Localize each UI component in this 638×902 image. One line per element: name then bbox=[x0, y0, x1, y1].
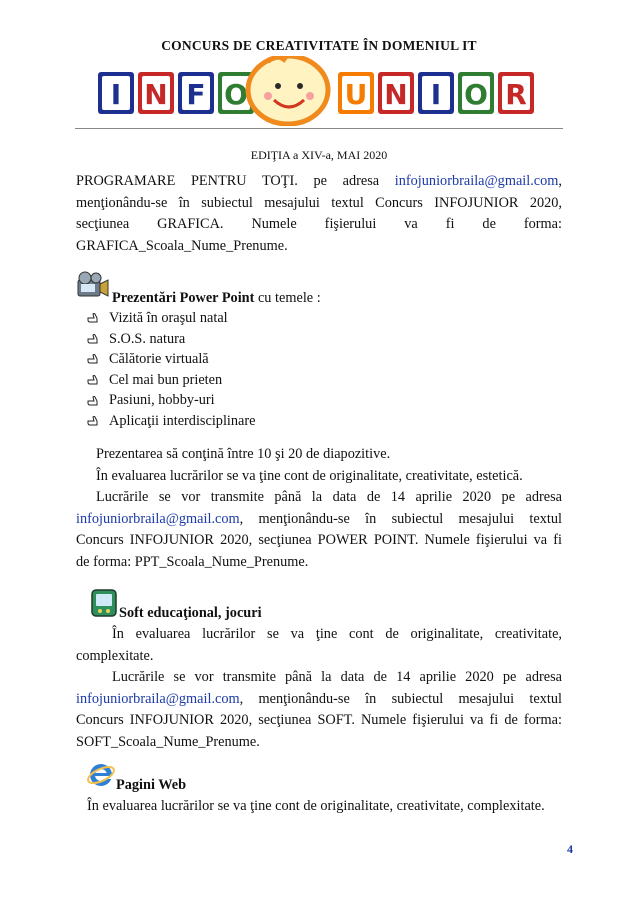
ppt-paragraphs: Prezentarea să conţină între 10 şi 20 de diapozitive. În evaluarea lucrărilor se va ţine cont de originalitate, creativitate, estetică. Lucrările se vor transmite până la data de 14 aprilie 2020 pe adresa infojuniorbraila@gmail.com, menţionându-se în subiectul mesajului textul Concurs INFOJUNIOR 2020, secţiunea POWER POINT. Numele fişierului va fi de forma: PPT_Scoala_Nume_Prenume. bbox=[76, 446, 562, 570]
list-item: Pasiuni, hobby-uri bbox=[86, 390, 256, 411]
email-link[interactable]: infojuniorbraila@gmail.com bbox=[76, 510, 240, 527]
logo-letter: F bbox=[186, 78, 206, 111]
pointing-hand-icon bbox=[86, 311, 100, 325]
list-item: Aplicaţii interdisciplinare bbox=[86, 411, 256, 432]
soft-section-title: Soft educaţional, jocuri bbox=[119, 605, 262, 621]
list-item: Călătorie virtuală bbox=[86, 349, 256, 370]
film-projector-icon bbox=[76, 270, 110, 302]
email-link[interactable]: infojuniorbraila@gmail.com bbox=[394, 173, 559, 189]
soft-paragraphs: În evaluarea lucrărilor se va ţine cont de originalitate, creativitate, complexitate. Lucrările se vor transmite până la data de 14 aprilie 2020 pe adresa infojuniorbraila@gmail.com, menţionându-se în subiectul mesajului textul Concurs INFOJUNIOR 2020, secţiunea SOFT. Numele fişierului va fi de forma: SOFT_Scoala_Nume_Prenume. bbox=[76, 626, 562, 750]
web-paragraph: În evaluarea lucrărilor se va ţine cont de originalitate, creativitate, complexitate. bbox=[87, 798, 545, 814]
pointing-hand-icon bbox=[86, 414, 100, 428]
logo-letter: I bbox=[430, 78, 442, 111]
intro-paragraph: PROGRAMARE PENTRU TOŢI. pe adresa infojuniorbraila@gmail.com, menţionându-se în subiectul mesajului textul Concurs INFOJUNIOR 2020, secţiunea GRAFICA. Numele fişierului va fi de forma: GRAFICA_Scoala_Nume_Prenume. bbox=[76, 173, 562, 254]
smiley-face-icon bbox=[248, 56, 328, 124]
contest-title: CONCURS DE CREATIVITATE ÎN DOMENIUL IT bbox=[161, 38, 477, 53]
list-item: Vizită în oraşul natal bbox=[86, 308, 256, 329]
handheld-device-icon bbox=[90, 588, 118, 618]
list-item: Cel mai bun prieten bbox=[86, 370, 256, 391]
pointing-hand-icon bbox=[86, 373, 100, 387]
logo-letter: N bbox=[144, 78, 168, 111]
email-link[interactable]: infojuniorbraila@gmail.com bbox=[76, 690, 240, 707]
logo-letter: N bbox=[384, 78, 408, 111]
infojunior-logo bbox=[92, 56, 548, 126]
edition-label: EDIŢIA a XIV-a, MAI 2020 bbox=[250, 148, 388, 162]
web-section-title: Pagini Web bbox=[116, 777, 187, 793]
ppt-topics-list bbox=[86, 308, 256, 432]
page-number: 4 bbox=[567, 842, 573, 856]
pointing-hand-icon bbox=[86, 352, 100, 366]
internet-explorer-icon bbox=[86, 760, 116, 790]
pointing-hand-icon bbox=[86, 332, 100, 346]
logo-letter: R bbox=[505, 78, 527, 111]
logo-letter: O bbox=[224, 78, 248, 111]
logo-letter: O bbox=[464, 78, 488, 111]
ppt-section-title: Prezentări Power Point cu temele : bbox=[112, 290, 321, 306]
pointing-hand-icon bbox=[86, 394, 100, 408]
logo-letter: U bbox=[344, 78, 368, 111]
list-item: S.O.S. natura bbox=[86, 329, 256, 350]
header-divider bbox=[75, 128, 563, 129]
logo-letter: I bbox=[110, 78, 122, 111]
